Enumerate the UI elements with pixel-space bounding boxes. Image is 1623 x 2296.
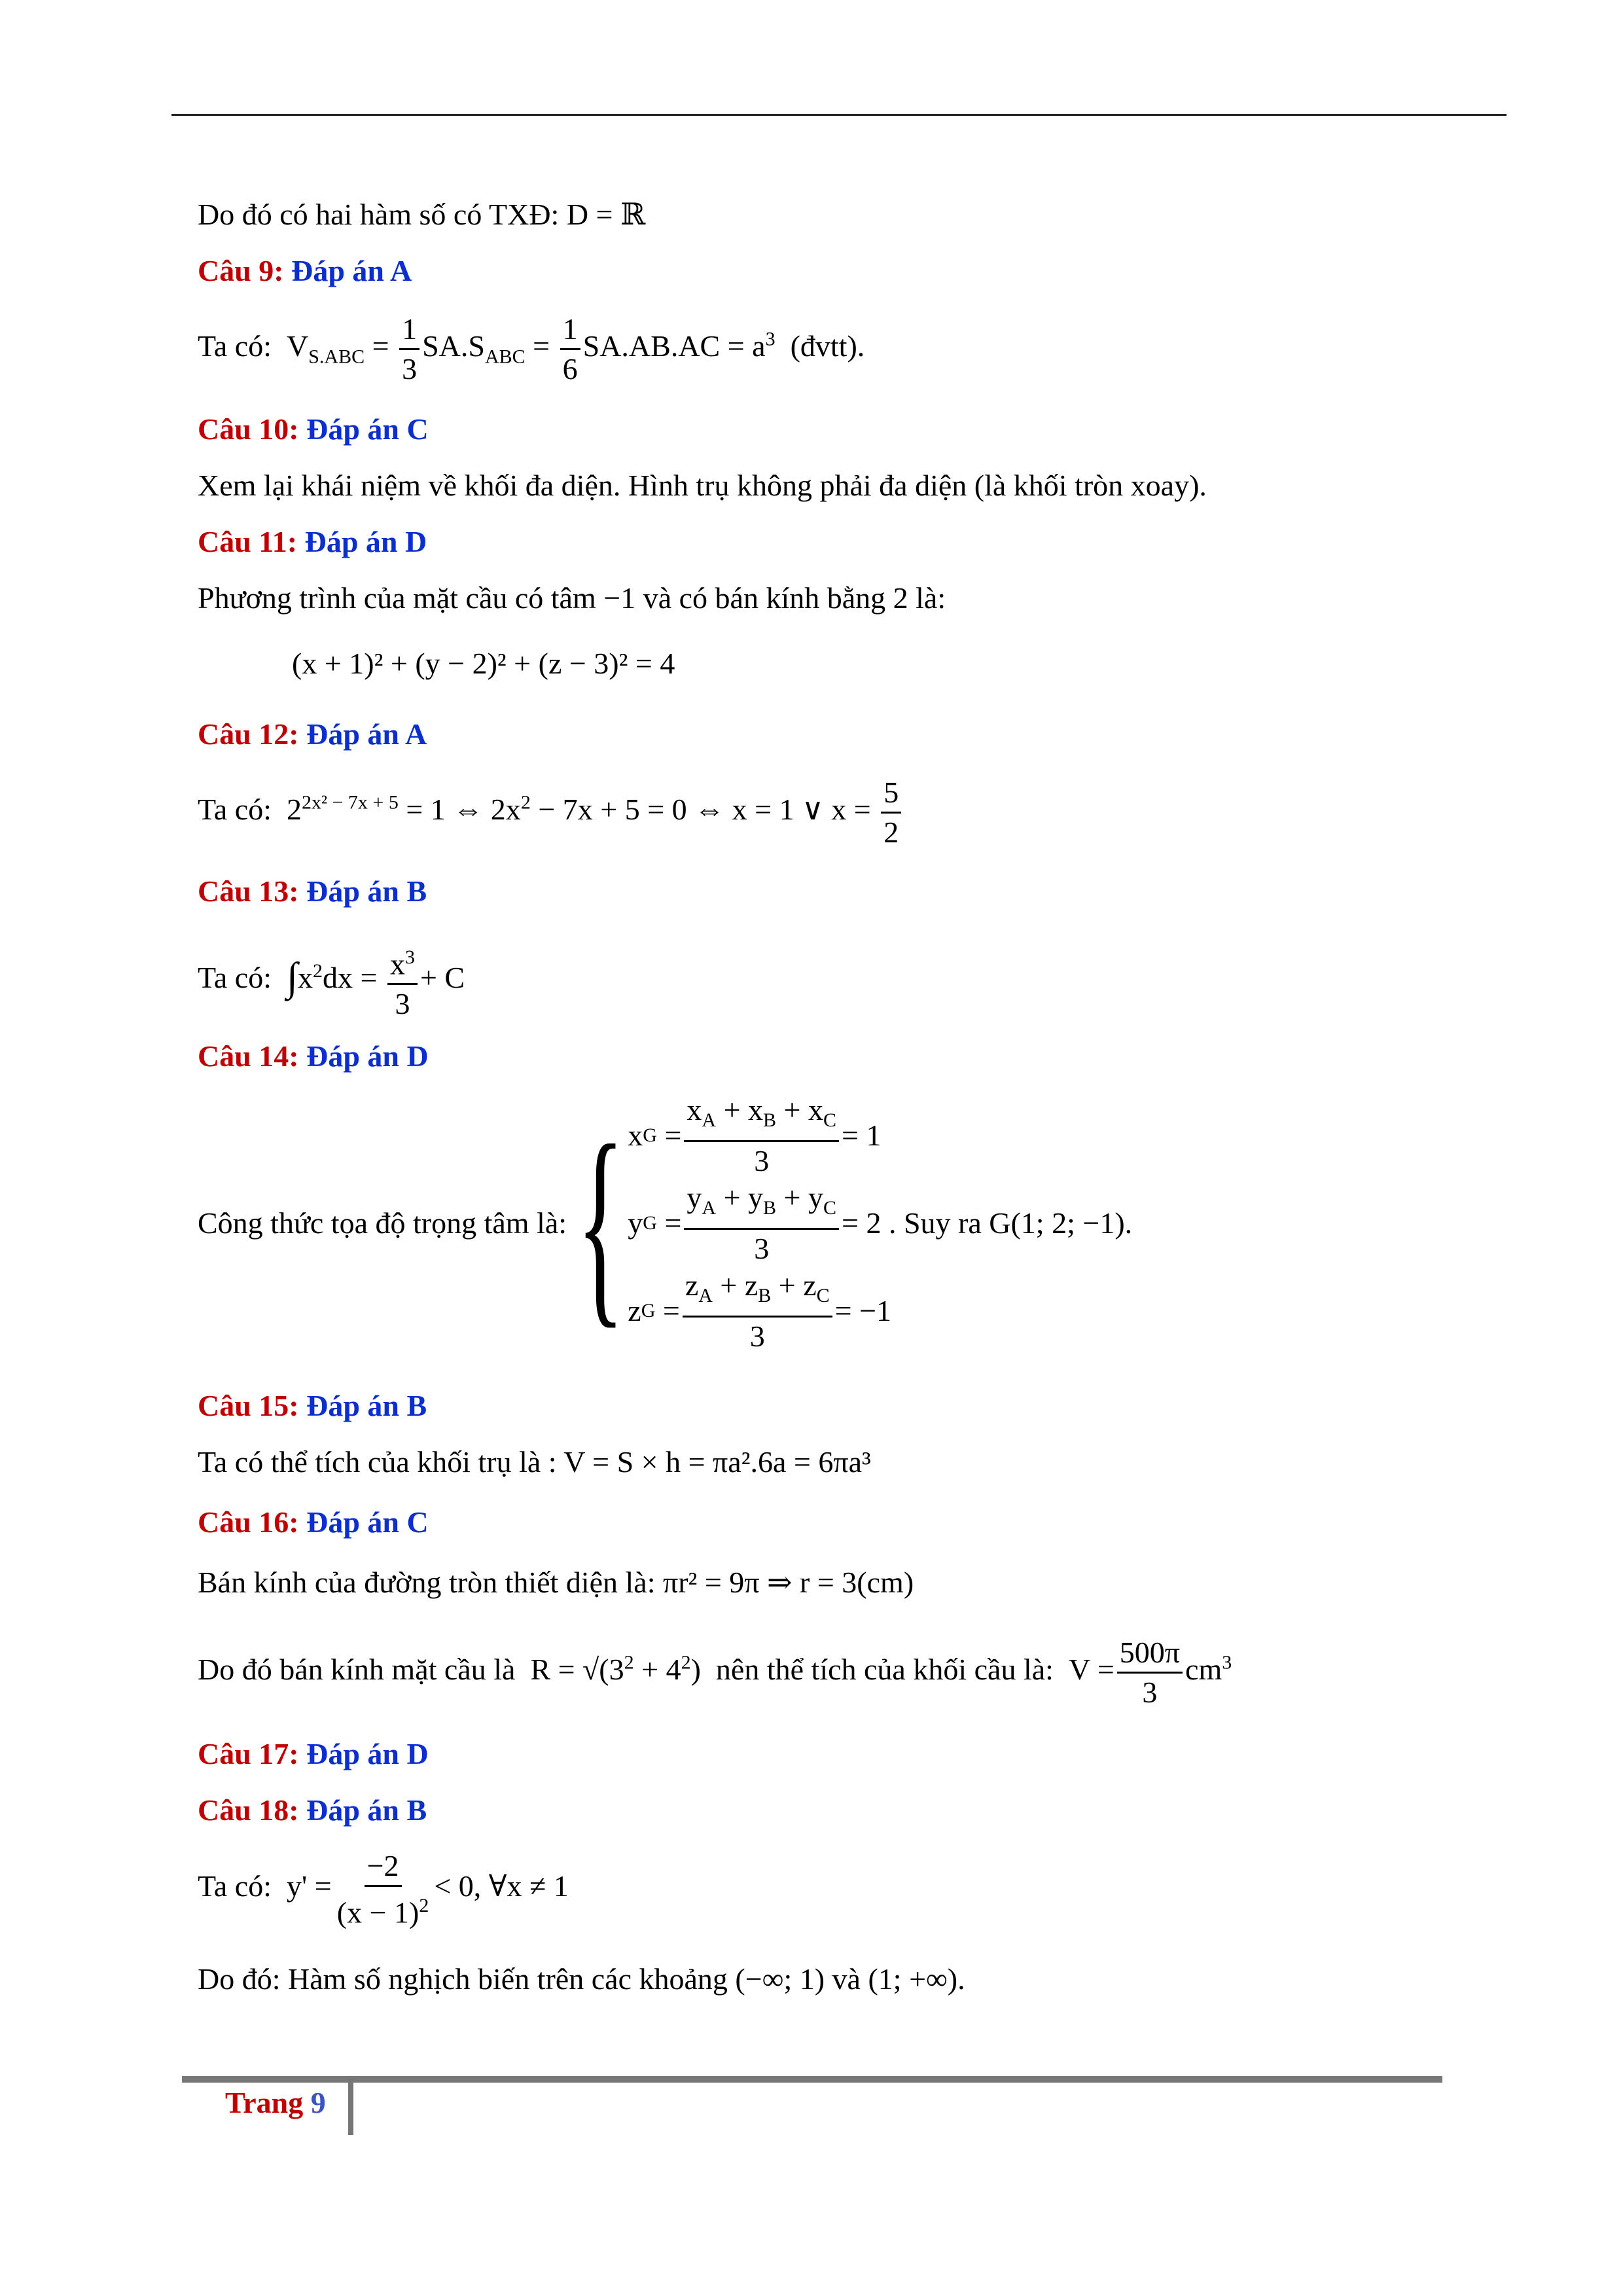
q18-formula: Ta có: y' = $\frac{-2}{(x - 1)^2}$ < 0, ∀x ≠ 1: [198, 1847, 569, 1931]
q16-text2-mid: nên thể tích của khối cầu là:: [715, 1653, 1054, 1687]
q18-answer: Đáp án B: [306, 1793, 427, 1827]
q16-answer: Đáp án C: [306, 1505, 429, 1539]
q12-formula: Ta có: $2^{2x^2 - 7x + 5} = 1$ ⇔ $2x^2 - 7x + 5 = 0$ ⇔ x = 1 ∨ x = $\frac{5}{2}$: [198, 774, 904, 852]
q14-answer: Đáp án D: [306, 1039, 429, 1073]
q10-heading: [198, 411, 429, 448]
q16-text2: Do đó bán kính mặt cầu là $R = √(3^2 + 4^2)$ nên thể tích của khối cầu là: V = $\frac{500\pi}{3}$ $cm^3$: [198, 1634, 1232, 1712]
page-number: 9: [310, 2086, 326, 2119]
q9-formula: Ta có: $V_{S.ABC}$ = $\frac{1}{3}$ $SA.S_{ABC}$ = $\frac{1}{6}$ $SA.AB.AC = a^3$ (đvtt).: [198, 310, 865, 388]
q9-answer: Đáp án A: [291, 254, 412, 287]
q11-answer: Đáp án D: [304, 525, 427, 558]
q11-heading: [198, 524, 427, 560]
q14-label: Câu 14:: [198, 1039, 299, 1073]
q10-text: Xem lại khái niệm về khối đa diện. Hình trụ không phải đa diện (là khối tròn xoay).: [198, 469, 1207, 502]
q15-heading: [198, 1388, 427, 1424]
q15-text: Ta có thể tích của khối trụ là : V = S × h = πa².6a = 6πa³: [198, 1445, 871, 1479]
q14-system: Công thức tọa độ trọng tâm là: { x G = $\frac{x_A + x_B + x_C}{3}$ = 1 y G = $\frac{y_A + y_B + y_C}{3}$ = 2 . Suy ra G(1; 2; −1). z G = $\frac{z_A + z_B + z_C}{3}$ = −1: [198, 1093, 1132, 1354]
q17-label: Câu 17:: [198, 1737, 299, 1770]
q15-label: Câu 15:: [198, 1389, 299, 1422]
intro-line: Do đó có hai hàm số có TXĐ: D = ℝ: [198, 198, 646, 231]
q14-prefix: Công thức tọa độ trọng tâm là:: [198, 1206, 567, 1240]
q16-text2-prefix: Do đó bán kính mặt cầu là: [198, 1653, 516, 1687]
q18-heading: [198, 1792, 427, 1829]
q17-heading: [198, 1736, 429, 1772]
q9-label: Câu 9:: [198, 254, 284, 287]
q14-suffix: . Suy ra G(1; 2; −1).: [888, 1206, 1133, 1240]
q14-heading: [198, 1038, 429, 1075]
q12-prefix: Ta có:: [198, 793, 272, 827]
q11-equation: (x + 1)² + (y − 2)² + (z − 3)² = 4: [292, 647, 675, 680]
q16-heading: [198, 1504, 429, 1541]
q13-heading: [198, 873, 427, 910]
q9-prefix: Ta có:: [198, 329, 272, 363]
footer-rule: [182, 2076, 1442, 2083]
q18-prefix: Ta có:: [198, 1869, 272, 1903]
header-rule: [171, 114, 1507, 116]
q9-heading: [198, 253, 412, 289]
page-footer: [225, 2085, 326, 2120]
q9-unit: (đvtt).: [790, 329, 865, 363]
q16-label: Câu 16:: [198, 1505, 299, 1539]
footer-divider: [348, 2081, 353, 2135]
q16-text1: Bán kính của đường tròn thiết diện là: πr² = 9π ⇒ r = 3(cm): [198, 1566, 914, 1599]
q18-conclusion: Do đó: Hàm số nghịch biến trên các khoảng (−∞; 1) và (1; +∞).: [198, 1962, 965, 1996]
q17-answer: Đáp án D: [306, 1737, 429, 1770]
q12-label: Câu 12:: [198, 717, 299, 751]
q11-text: Phương trình của mặt cầu có tâm −1 và có bán kính bằng 2 là:: [198, 581, 946, 615]
q10-answer: Đáp án C: [306, 412, 429, 446]
q13-answer: Đáp án B: [306, 874, 427, 908]
q13-formula: Ta có: $\int x^2dx$ = $\frac{x^3}{3}$ + C: [198, 939, 465, 1023]
q13-label: Câu 13:: [198, 874, 299, 908]
q13-prefix: Ta có:: [198, 961, 272, 995]
q12-answer: Đáp án A: [306, 717, 427, 751]
q11-label: Câu 11:: [198, 525, 298, 558]
q15-answer: Đáp án B: [306, 1389, 427, 1422]
footer-label: Trang: [225, 2086, 304, 2119]
q18-label: Câu 18:: [198, 1793, 299, 1827]
q12-heading: [198, 716, 427, 753]
q10-label: Câu 10:: [198, 412, 299, 446]
